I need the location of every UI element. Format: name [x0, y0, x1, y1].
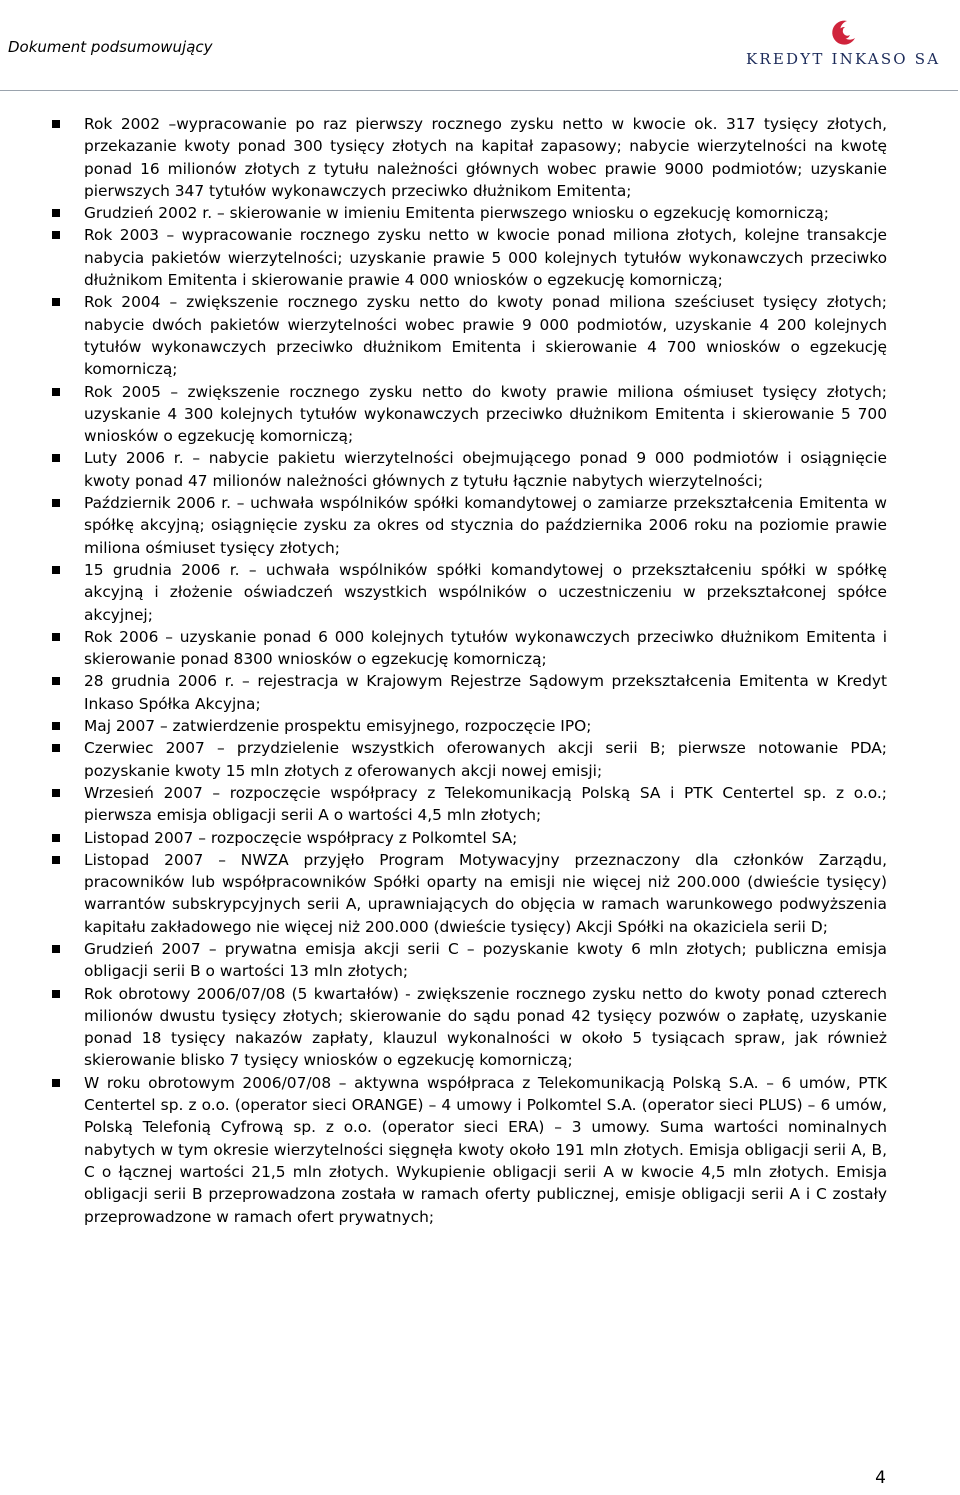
list-item-text: W roku obrotowym 2006/07/08 – aktywna współpraca z Telekomunikacją Polską S.A. – 6 umów, PTK Centertel sp. z o.o. (operator sieci ORANGE) – 4 umowy i Polkomtel S.A. (operator sieci PLUS) – 6 umów, Polską Telefonią Cyfrową sp. z o.o. (operator sieci ERA) – 3 umowy. Suma wartości nominalnych nabytych w tym okresie wierzytelności sięgnęła kwoty około 191 mln złotych. Emisja obligacji serii A, B, C o łącznej wartości 21,5 mln złotych. Wykupienie obligacji serii A w kwocie 4,5 mln złotych. Emisja obligacji serii B przeprowadzona została w ramach oferty publicznej, emisje obligacji serii A i C zostały przeprowadzone w ramach ofert prywatnych;	[84, 1073, 887, 1226]
list-item-text: Listopad 2007 – NWZA przyjęło Program Motywacyjny przeznaczony dla członków Zarządu, pracowników lub współpracowników Spółki oparty na emisji nie więcej niż 200.000 (dwieście tysięcy) warrantów subskrypcyjnych serii A, uprawniających do objęcia w ramach warunkowego podwyższenia kapitału zakładowego nie więcej niż 200.000 (dwieście tysięcy) Akcji Spółki na okaziciela serii D;	[84, 850, 887, 936]
square-bullet-icon	[52, 677, 60, 685]
square-bullet-icon	[52, 789, 60, 797]
list-item-text: Rok 2005 – zwiększenie rocznego zysku netto do kwoty prawie miliona ośmiuset tysięcy złotych; uzyskanie 4 300 kolejnych tytułów wykonawczych przeciwko dłużnikom Emitenta i skierowanie 5 700 wniosków o egzekucję komorniczą;	[84, 382, 887, 446]
list-item	[52, 782, 887, 827]
square-bullet-icon	[52, 209, 60, 217]
list-item-text: Grudzień 2007 – prywatna emisja akcji serii C – pozyskanie kwoty 6 mln złotych; publiczna emisja obligacji serii B o wartości 13 mln złotych;	[84, 939, 887, 981]
page-header	[0, 0, 960, 96]
square-bullet-icon	[52, 120, 60, 128]
list-item-text: Luty 2006 r. – nabycie pakietu wierzytelności obejmującego ponad 9 000 podmiotów i osiągnięcie kwoty ponad 47 milionów należności głównych z tytułu łącznie nabytych wierzytelności;	[84, 449, 887, 490]
list-item-text: Rok 2003 – wypracowanie rocznego zysku netto w kwocie ponad miliona złotych, kolejne transakcje nabycia pakietów wierzytelności; uzyskanie prawie 5 000 kolejnych tytułów wykonawczych przeciwko dłużnikom Emitenta i skierowanie prawie 4 000 wniosków o egzekucję komorniczą;	[84, 226, 887, 290]
list-item	[52, 938, 887, 983]
square-bullet-icon	[52, 566, 60, 574]
list-item	[52, 849, 887, 938]
list-item-text: Rok 2002 –wypracowanie po raz pierwszy rocznego zysku netto w kwocie ok. 317 tysięcy złotych, przekazanie kwoty ponad 300 tysięcy złotych na kapitał zapasowy; nabycie wierzytelności na kwotę ponad 16 milionów złotych z tytułu należności głównych wobec prawie 9000 podmiotów; uzyskanie pierwszych 347 tytułów wykonawczych przeciwko dłużnikom Emitenta;	[84, 115, 887, 200]
crescent-logo-icon	[828, 18, 858, 48]
list-item	[52, 1072, 887, 1228]
list-item	[52, 715, 887, 737]
list-item-text: Rok 2004 – zwiększenie rocznego zysku netto do kwoty ponad miliona sześciuset tysięcy złotych; nabycie dwóch pakietów wierzytelności wobec prawie 9 000 podmiotów, uzyskanie 4 200 kolejnych tytułów wykonawczych przeciwko dłużnikom Emitenta i skierowanie 4 700 wniosków o egzekucję komorniczą;	[84, 293, 887, 379]
square-bullet-icon	[52, 744, 60, 752]
list-item	[52, 737, 887, 782]
logo-wordmark: KREDYT INKASO SA	[746, 50, 941, 68]
company-logo	[746, 18, 941, 72]
list-item-text: Listopad 2007 – rozpoczęcie współpracy z Polkomtel SA;	[84, 828, 518, 847]
square-bullet-icon	[52, 722, 60, 730]
square-bullet-icon	[52, 388, 60, 396]
square-bullet-icon	[52, 633, 60, 641]
list-item	[52, 224, 887, 291]
list-item-text: 28 grudnia 2006 r. – rejestracja w Krajowym Rejestrze Sądowym przekształcenia Emitenta w Kredyt Inkaso Spółka Akcyjna;	[84, 672, 887, 713]
list-item	[52, 983, 887, 1072]
list-item	[52, 202, 887, 224]
list-item	[52, 492, 887, 559]
list-item-text: Czerwiec 2007 – przydzielenie wszystkich oferowanych akcji serii B; pierwsze notowanie PDA; pozyskanie kwoty 15 mln złotych z oferowanych akcji nowej emisji;	[84, 739, 887, 780]
square-bullet-icon	[52, 856, 60, 864]
list-item	[52, 670, 887, 715]
square-bullet-icon	[52, 499, 60, 507]
list-item	[52, 626, 887, 671]
list-item	[52, 827, 887, 849]
list-item	[52, 381, 887, 448]
page-number: 4	[875, 1468, 886, 1488]
document-title: Dokument podsumowujący	[8, 38, 213, 56]
list-item-text: Rok obrotowy 2006/07/08 (5 kwartałów) - zwiększenie rocznego zysku netto do kwoty ponad czterech milionów dwustu tysięcy złotych; skierowanie do sądu ponad 42 tysięcy pozwów o zapłatę, uzyskanie ponad 18 tysięcy nakazów zapłaty, klauzul wykonalności w około 5 tysiącach spraw, jak również skierowanie blisko 7 tysięcy wniosków o egzekucję komorniczą;	[84, 984, 887, 1070]
square-bullet-icon	[52, 231, 60, 239]
list-item-text: Maj 2007 – zatwierdzenie prospektu emisyjnego, rozpoczęcie IPO;	[84, 717, 592, 736]
document-body	[52, 113, 887, 1228]
square-bullet-icon	[52, 834, 60, 842]
list-item-text: Rok 2006 – uzyskanie ponad 6 000 kolejnych tytułów wykonawczych przeciwko dłużnikom Emitenta i skierowanie ponad 8300 wniosków o egzekucję komorniczą;	[84, 627, 887, 669]
milestones-list	[52, 113, 887, 1228]
list-item-text: Październik 2006 r. – uchwała wspólników spółki komandytowej o zamiarze przekształcenia Emitenta w spółkę akcyjną; osiągnięcie zysku za okres od stycznia do października 2006 roku na poziomie prawie miliona ośmiuset tysięcy złotych;	[84, 494, 887, 557]
list-item	[52, 113, 887, 202]
square-bullet-icon	[52, 990, 60, 998]
square-bullet-icon	[52, 454, 60, 462]
header-divider	[0, 90, 958, 91]
square-bullet-icon	[52, 1079, 60, 1087]
square-bullet-icon	[52, 945, 60, 953]
list-item	[52, 291, 887, 380]
list-item	[52, 447, 887, 492]
square-bullet-icon	[52, 298, 60, 306]
list-item-text: 15 grudnia 2006 r. – uchwała wspólników spółki komandytowej o przekształceniu spółki w spółkę akcyjną i złożenie oświadczeń wszystkich wspólników o uczestniczeniu w przekształconej spółce akcyjnej;	[84, 560, 887, 624]
list-item-text: Wrzesień 2007 – rozpoczęcie współpracy z Telekomunikacją Polską SA i PTK Centertel sp. z o.o.; pierwsza emisja obligacji serii A o wartości 4,5 mln złotych;	[84, 783, 887, 825]
list-item-text: Grudzień 2002 r. – skierowanie w imieniu Emitenta pierwszego wniosku o egzekucję komorniczą;	[84, 204, 829, 223]
list-item	[52, 559, 887, 626]
